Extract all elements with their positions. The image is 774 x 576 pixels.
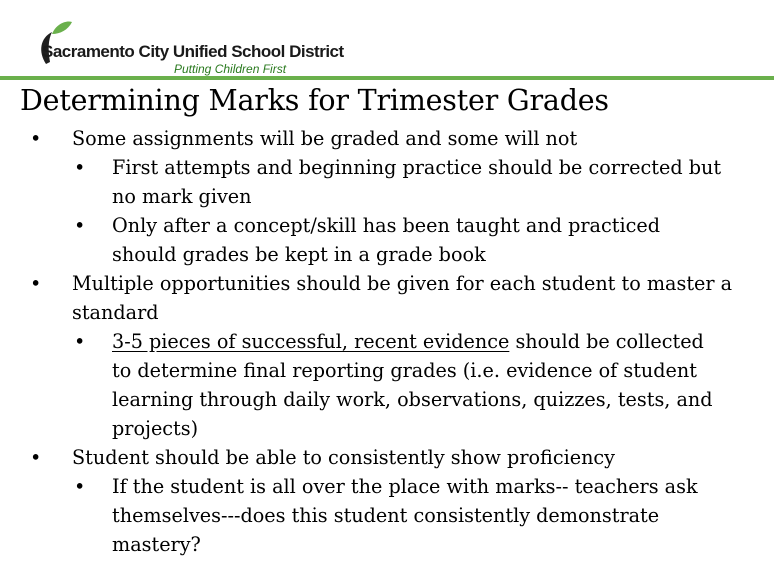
sub-bullet-dot: •: [74, 475, 86, 498]
bullet-dot: •: [30, 272, 42, 295]
sub-bullet-text: First attempts and beginning practice should be corrected but no mark given: [112, 156, 722, 208]
bullet-list: [0, 124, 774, 559]
sub-bullet-item: [0, 472, 750, 559]
district-logo: [34, 18, 344, 80]
sub-bullet-text: Only after a concept/skill has been taught and practiced should grades be kept in a grade book: [112, 214, 660, 266]
bullet-item: [0, 269, 774, 443]
sub-bullet-item: [0, 211, 750, 269]
sub-bullet-item: [0, 153, 750, 211]
district-tagline: Putting Children First: [174, 62, 287, 76]
bullet-item: [0, 124, 774, 269]
district-name: Sacramento City Unified School District: [42, 42, 344, 61]
bullet-dot: •: [30, 127, 42, 150]
slide-title: Determining Marks for Trimester Grades: [20, 84, 609, 117]
bullet-dot: •: [30, 446, 42, 469]
bullet-text: Student should be able to consistently show proficiency: [72, 446, 616, 469]
sub-bullet-dot: •: [74, 156, 86, 179]
sub-bullet-dot: •: [74, 330, 86, 353]
bullet-text: Some assignments will be graded and some will not: [72, 127, 578, 150]
sub-bullet-text: If the student is all over the place with marks-- teachers ask themselves---does this student consistently demonstrate mastery?: [112, 475, 698, 556]
sub-bullet-item: [0, 327, 750, 443]
sub-bullet-dot: •: [74, 214, 86, 237]
underlined-phrase: 3-5 pieces of successful, recent evidence: [112, 330, 510, 353]
sub-bullet-text: should be collected to determine final reporting grades (i.e. evidence of student learning through daily work, observations, quizzes, tests, and projects): [112, 330, 713, 440]
bullet-item: [0, 443, 774, 559]
bullet-text: Multiple opportunities should be given for each student to master a standard: [72, 272, 733, 324]
header-divider: [0, 76, 774, 80]
